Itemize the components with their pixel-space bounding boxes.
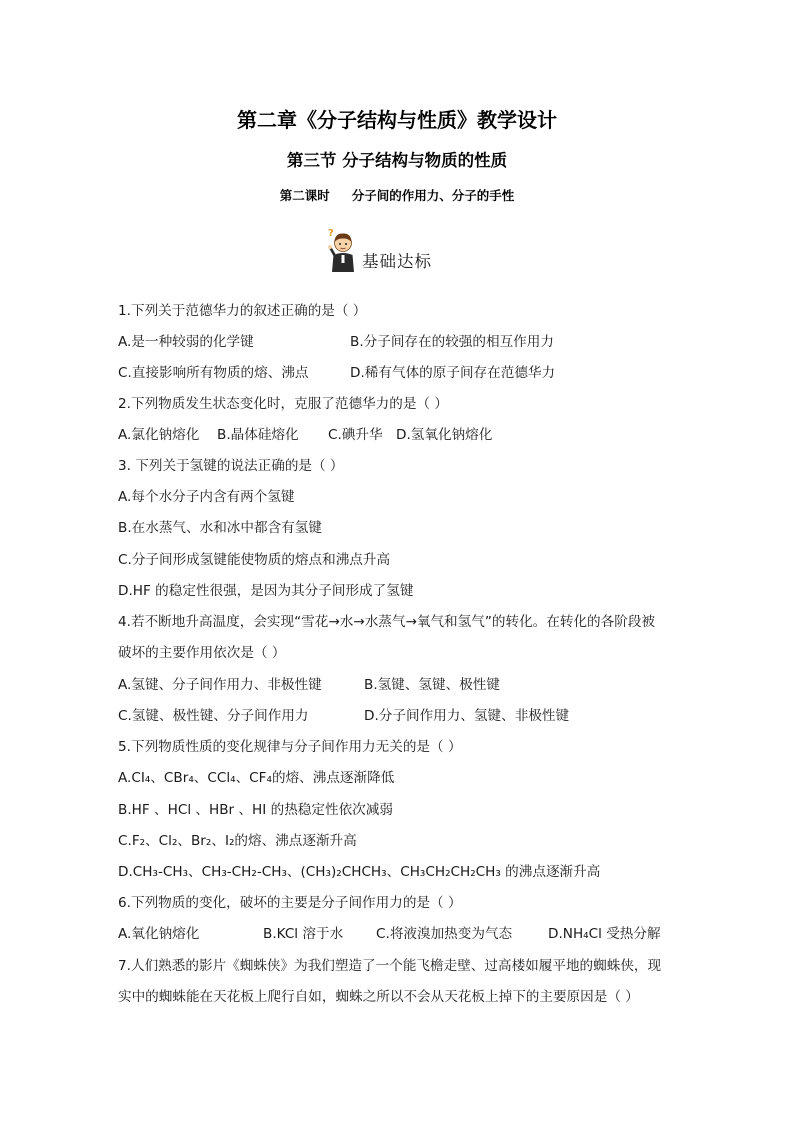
question-1-option-a: A.是一种较弱的化学键 — [118, 334, 254, 350]
question-1-options-row-2 — [118, 363, 678, 383]
question-3-option-b: B.在水蒸气、水和冰中都含有氢键 — [118, 520, 322, 536]
question-1-option-c: C.直接影响所有物质的熔、沸点 — [118, 365, 309, 381]
question-4-option-c: C.氢键、极性键、分子间作用力 — [118, 708, 309, 724]
svg-text:?: ? — [328, 228, 334, 239]
question-5-stem: 5.下列物质性质的变化规律与分子间作用力无关的是（ ） — [118, 739, 462, 755]
question-1-options-row-1 — [118, 332, 678, 352]
question-6-option-d: D.NH₄Cl 受热分解 — [548, 926, 661, 942]
lesson-title — [0, 186, 794, 204]
question-1-option-b: B.分子间存在的较强的相互作用力 — [350, 334, 554, 350]
question-6-options-row — [118, 924, 678, 944]
question-3-option-d: D.HF 的稳定性很强，是因为其分子间形成了氢键 — [118, 583, 414, 599]
question-5-option-b: B.HF 、HCl 、HBr 、HI 的热稳定性依次减弱 — [118, 802, 393, 818]
question-4-options-row-1 — [118, 675, 678, 695]
question-3-option-a: A.每个水分子内含有两个氢键 — [118, 489, 295, 505]
question-3-option-c: C.分子间形成氢键能使物质的熔点和沸点升高 — [118, 552, 391, 568]
question-4-option-d: D.分子间作用力、氢键、非极性键 — [364, 708, 570, 724]
question-5-option-c: C.F₂、Cl₂、Br₂、I₂的熔、沸点逐渐升高 — [118, 833, 357, 849]
question-7-stem-line-1: 7.人们熟悉的影片《蜘蛛侠》为我们塑造了一个能飞檐走壁、过高楼如履平地的蜘蛛侠，现 — [118, 958, 662, 974]
question-6-option-b: B.KCl 溶于水 — [263, 926, 344, 942]
question-2-option-a: A.氯化钠熔化 — [118, 427, 200, 443]
question-4-option-b: B.氢键、氢键、极性键 — [364, 677, 500, 693]
question-2-option-c: C.碘升华 — [328, 427, 383, 443]
document-title: 第二章《分子结构与性质》教学设计 — [237, 108, 557, 132]
question-5-option-d: D.CH₃-CH₃、CH₃-CH₂-CH₃、(CH₃)₂CHCH₃、CH₃CH₂CH₂CH₃ 的沸点逐渐升高 — [118, 864, 601, 880]
question-5-option-a: A.CI₄、CBr₄、CCl₄、CF₄的熔、沸点逐渐降低 — [118, 770, 395, 786]
question-7-stem-line-2: 实中的蜘蛛能在天花板上爬行自如，蜘蛛之所以不会从天花板上掉下的主要原因是（ ） — [118, 989, 639, 1005]
question-6-option-c: C.将液溴加热变为气态 — [376, 926, 513, 942]
question-6-stem: 6.下列物质的变化，破坏的主要是分子间作用力的是（ ） — [118, 895, 462, 911]
question-2-option-d: D.氢氧化钠熔化 — [396, 427, 493, 443]
question-2-options-row — [118, 425, 678, 445]
basic-practice-badge — [326, 226, 432, 274]
question-1-option-d: D.稀有气体的原子间存在范德华力 — [350, 365, 556, 381]
thinking-boy-icon — [326, 226, 360, 274]
lesson-number: 第二课时 — [279, 188, 330, 203]
section-title: 第三节 分子结构与物质的性质 — [286, 151, 508, 170]
badge-label: 基础达标 — [362, 252, 432, 271]
lesson-topic: 分子间的作用力、分子的手性 — [351, 188, 515, 203]
question-6-option-a: A.氧化钠熔化 — [118, 926, 200, 942]
question-4-stem-line-2: 破坏的主要作用依次是（ ） — [118, 645, 286, 661]
question-2-stem: 2.下列物质发生状态变化时，克服了范德华力的是（ ） — [118, 396, 448, 412]
question-1-stem: 1.下列关于范德华力的叙述正确的是（ ） — [118, 303, 367, 319]
question-2-option-b: B.晶体硅熔化 — [217, 427, 299, 443]
question-4-stem-line-1: 4.若不断地升高温度，会实现“雪花→水→水蒸气→氧气和氢气”的转化。在转化的各阶段被 — [118, 614, 656, 630]
question-4-options-row-2 — [118, 706, 678, 726]
question-3-stem: 3. 下列关于氢键的说法正确的是（ ） — [118, 458, 344, 474]
question-4-option-a: A.氢键、分子间作用力、非极性键 — [118, 677, 322, 693]
